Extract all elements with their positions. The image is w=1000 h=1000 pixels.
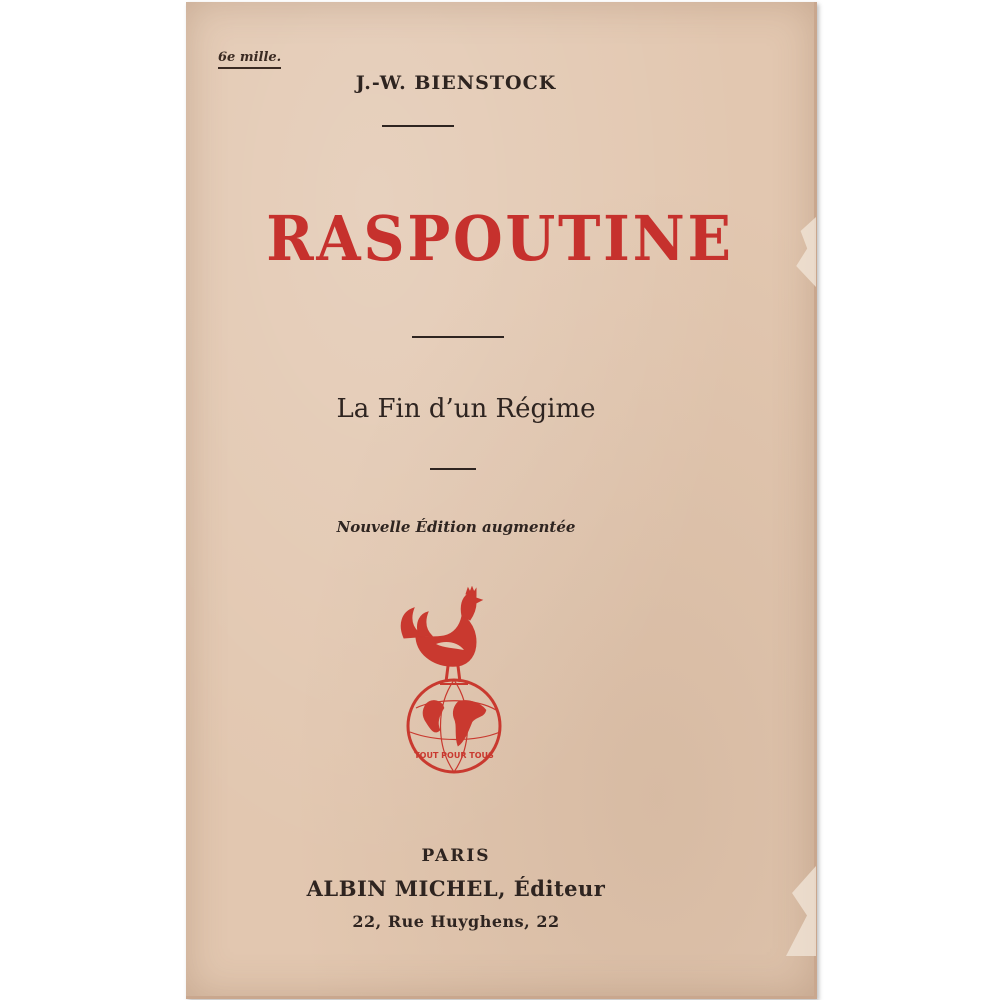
author-name: J.-W. BIENSTOCK <box>355 72 557 94</box>
divider-rule <box>382 125 454 127</box>
edition-mark: 6e mille. <box>218 50 281 69</box>
publisher-name: ALBIN MICHEL, Éditeur <box>306 876 606 901</box>
book-cover <box>186 2 817 999</box>
edition-note: Nouvelle Édition augmentée <box>336 518 576 536</box>
book-title: RASPOUTINE <box>266 202 734 275</box>
divider-rule <box>412 336 504 338</box>
book-subtitle: La Fin d’un Régime <box>336 394 596 424</box>
divider-rule <box>430 468 476 470</box>
rooster-on-globe-icon <box>396 586 516 776</box>
torn-edge <box>794 217 816 287</box>
publisher-address: 22, Rue Huyghens, 22 <box>352 912 560 931</box>
publisher-city: PARIS <box>421 846 491 866</box>
torn-edge-bottom <box>786 866 816 956</box>
emblem-motto: TOUT POUR TOUS <box>414 751 494 760</box>
